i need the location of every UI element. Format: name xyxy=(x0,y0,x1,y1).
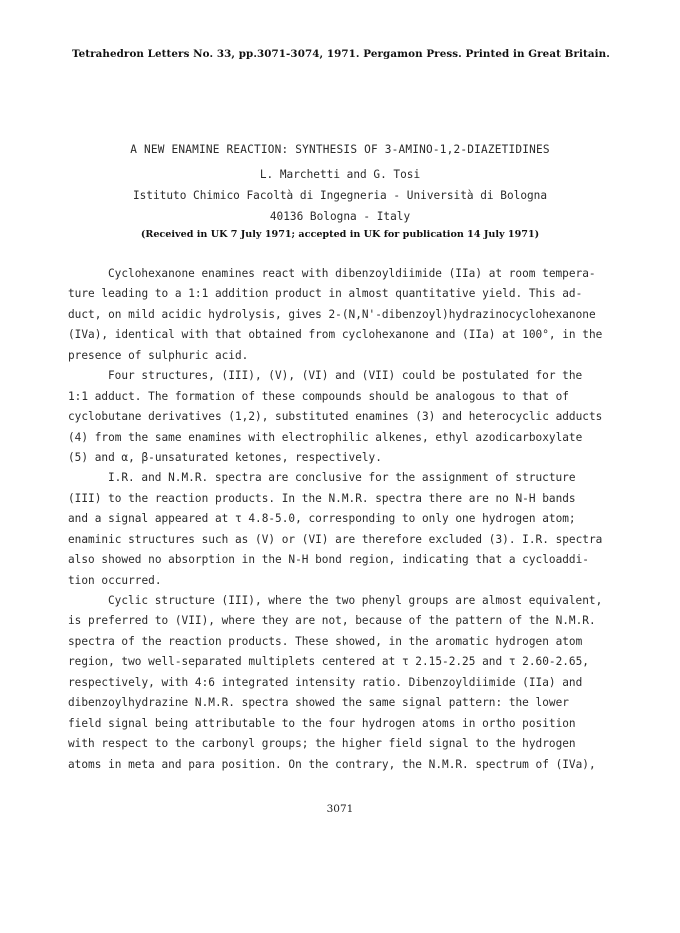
body-line: respectively, with 4:6 integrated intensity ratio. Dibenzoyldiimide (IIa) and xyxy=(68,675,583,689)
body-line: dibenzoylhydrazine N.M.R. spectra showed the same signal pattern: the lower xyxy=(68,696,569,710)
body-line: I.R. and N.M.R. spectra are conclusive for the assignment of structure xyxy=(108,471,576,485)
body-line: tion occurred. xyxy=(68,573,162,587)
body-line: enaminic structures such as (V) or (VI) are therefore excluded (3). I.R. spectra xyxy=(68,532,603,546)
body-line: 1:1 adduct. The formation of these compounds should be analogous to that of xyxy=(68,389,569,403)
body-line: region, two well-separated multiplets centered at τ 2.15-2.25 and τ 2.60-2.65, xyxy=(68,655,589,669)
body-line: Cyclic structure (III), where the two phenyl groups are almost equivalent, xyxy=(108,594,603,607)
page-number: 3071 xyxy=(326,803,354,815)
body-line: duct, on mild acidic hydrolysis, gives 2-(N,N'-dibenzoyl)hydrazinocyclohexanone xyxy=(68,307,596,321)
body-line: (III) to the reaction products. In the N.M.R. spectra there are no N-H bands xyxy=(68,491,576,505)
affiliation-address: 40136 Bologna - Italy xyxy=(269,210,411,223)
body-line: also showed no absorption in the N-H bond region, indicating that a cycloaddi- xyxy=(68,553,589,567)
article-authors: L. Marchetti and G. Tosi xyxy=(259,168,421,181)
body-line: and a signal appeared at τ 4.8-5.0, corresponding to only one hydrogen atom; xyxy=(68,512,576,526)
body-line: is preferred to (VII), where they are not, because of the pattern of the N.M.R. xyxy=(68,614,596,628)
article-body xyxy=(68,264,616,775)
body-line: spectra of the reaction products. These showed, in the aromatic hydrogen atom xyxy=(68,634,583,648)
body-line: with respect to the carbonyl groups; the higher field signal to the hydrogen xyxy=(68,737,576,751)
article-title: A NEW ENAMINE REACTION: SYNTHESIS OF 3-AMINO-1,2-DIAZETIDINES xyxy=(130,143,550,156)
body-line: atoms in meta and para position. On the contrary, the N.M.R. spectrum of (IVa), xyxy=(68,757,596,771)
received-note: (Received in UK 7 July 1971; accepted in UK for publication 14 July 1971) xyxy=(140,229,540,240)
body-line: Cyclohexanone enamines react with dibenzoyldiimide (IIa) at room tempera- xyxy=(108,267,596,280)
body-line: ture leading to a 1:1 addition product in almost quantitative yield. This ad- xyxy=(68,287,583,301)
body-line: presence of sulphuric acid. xyxy=(68,348,249,362)
journal-header: Tetrahedron Letters No. 33, pp.3071-3074, 1971. Pergamon Press. Printed in Great Britain. xyxy=(72,48,610,60)
body-line: (5) and α, β-unsaturated ketones, respectively. xyxy=(68,450,382,464)
body-line: Four structures, (III), (V), (VI) and (VII) could be postulated for the xyxy=(108,369,583,383)
body-line: field signal being attributable to the four hydrogen atoms in ortho position xyxy=(68,716,576,730)
body-line: cyclobutane derivatives (1,2), substituted enamines (3) and heterocyclic adducts xyxy=(68,410,603,424)
body-line: (IVa), identical with that obtained from cyclohexanone and (IIa) at 100°, in the xyxy=(68,328,603,342)
body-line: (4) from the same enamines with electrophilic alkenes, ethyl azodicarboxylate xyxy=(68,430,583,444)
affiliation-institute: Istituto Chimico Facoltà di Ingegneria - Università di Bologna xyxy=(132,189,548,202)
